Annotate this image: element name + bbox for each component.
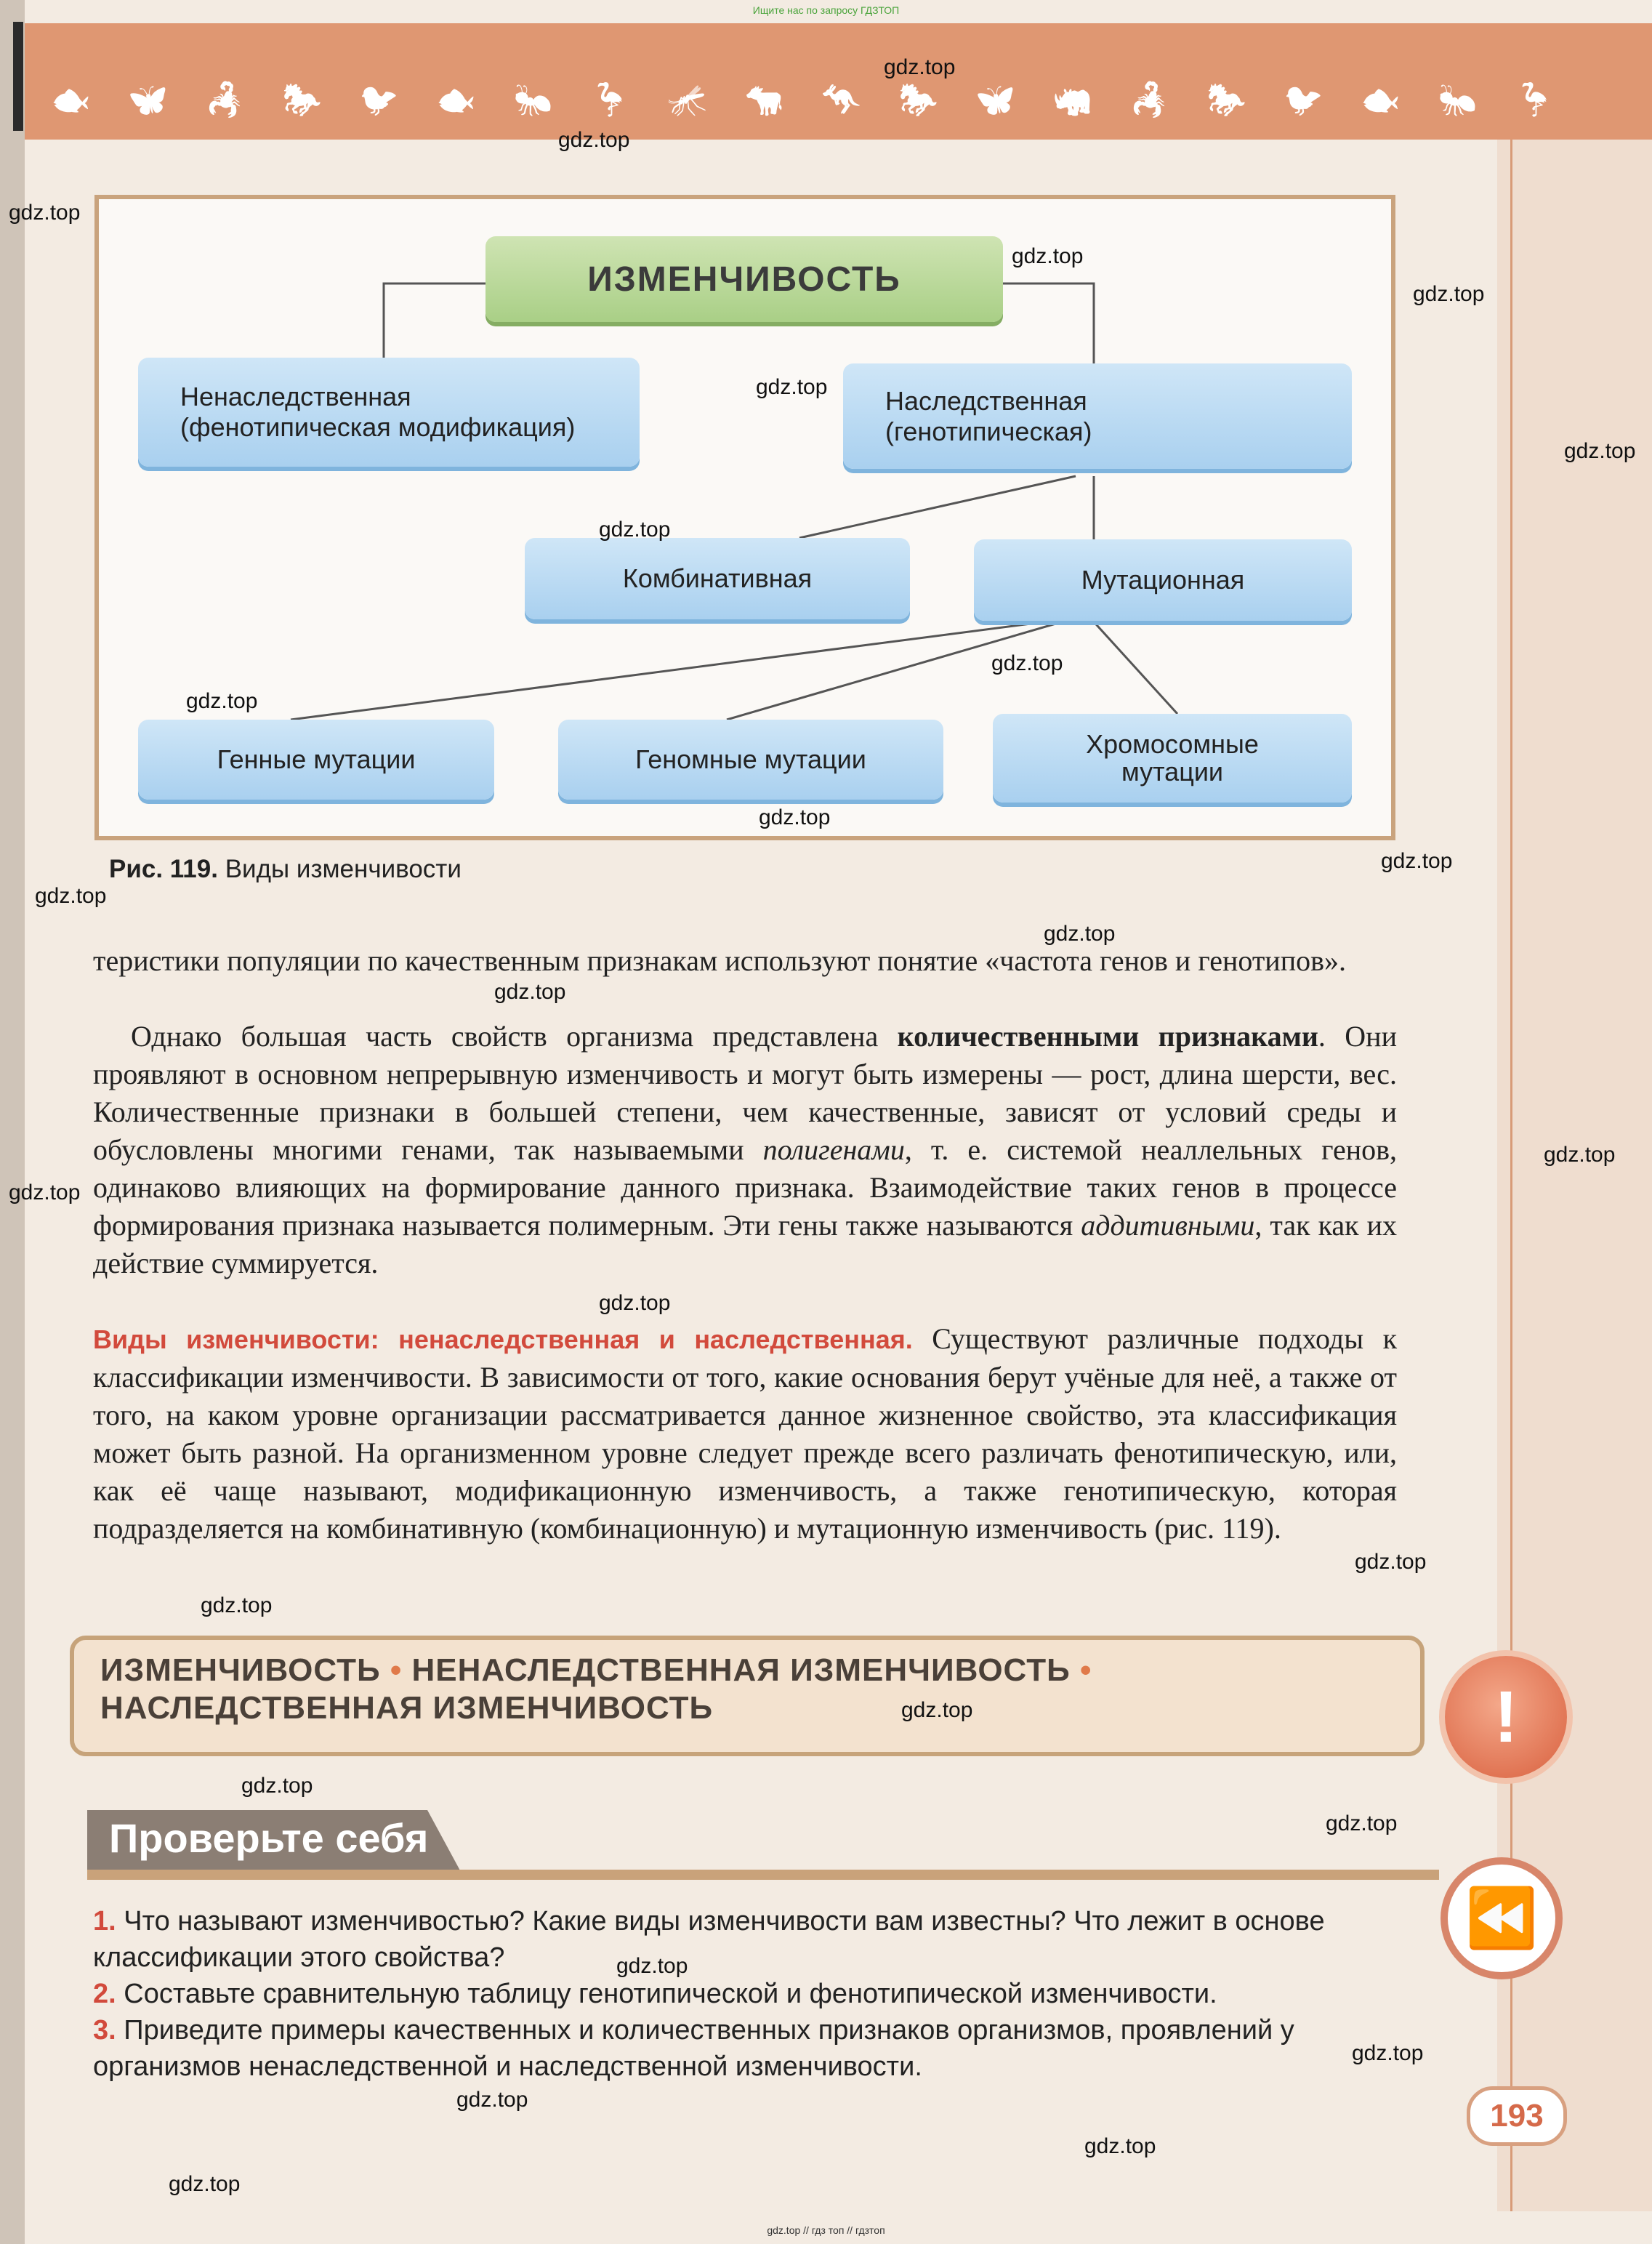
watermark: gdz.top bbox=[756, 375, 828, 399]
question-2: 2. Составьте сравнительную таблицу генотипической и фенотипической изменчивости. bbox=[93, 1979, 1217, 2009]
watermark: gdz.top bbox=[201, 1593, 273, 1617]
watermark: gdz.top bbox=[1044, 922, 1116, 946]
check-underline bbox=[87, 1870, 1439, 1880]
animal-silhouette-icon: 🦩 bbox=[1515, 81, 1555, 118]
watermark: gdz.top bbox=[558, 128, 630, 152]
animal-silhouette-icon: 🦂 bbox=[205, 81, 245, 118]
top-note: Ищите нас по запросу ГДЗТОП bbox=[752, 4, 900, 16]
animal-silhouette-icon: 🦂 bbox=[1129, 81, 1169, 118]
watermark: gdz.top bbox=[599, 1291, 671, 1315]
watermark: gdz.top bbox=[1352, 2041, 1424, 2065]
watermark: gdz.top bbox=[9, 1181, 81, 1205]
hereditary-box: Наследственная (генотипическая) bbox=[843, 363, 1352, 469]
paragraph-types: Виды изменчивости: ненаследственная и наследственная. Существуют различные подходы к классификации изменчивости. В зависимости от того, какие основания берут учёные для неё, а также от того, на каком уровне организации рассматривается данное жизненное свойство, эта классификация может быть разной. На организменном уровне следует прежде всего различать фенотипическую, или, как её чаще называют, модификационную изменчивость, а также генотипическую, которая подразделяется на комбинативную (комбинационную) и мутационную изменчивость (рис. 119). bbox=[93, 1322, 1397, 1545]
animal-silhouette-icon: 🦏 bbox=[1052, 81, 1092, 118]
combinative-box: Комбинативная bbox=[525, 538, 910, 619]
figure-title: Виды изменчивости bbox=[217, 855, 462, 883]
animal-silhouette-icon: 🦟 bbox=[667, 81, 707, 118]
animal-silhouette-icon: 🐦 bbox=[359, 81, 399, 118]
watermark: gdz.top bbox=[456, 2088, 528, 2112]
bottom-note: gdz.top // гдз топ // гдзтоп bbox=[767, 2224, 885, 2236]
question-1: 1. Что называют изменчивостью? Какие виды изменчивости вам известны? Что лежит в основе классификации этого свойства? bbox=[93, 1906, 1325, 1973]
animal-silhouette-icon: 🐎 bbox=[282, 81, 322, 118]
watermark: gdz.top bbox=[759, 805, 831, 829]
paragraph-continuation: теристики популяции по качественным признакам используют понятие «частота генов и генотипов». bbox=[93, 944, 1347, 977]
watermark: gdz.top bbox=[616, 1954, 688, 1978]
term-quantitative-traits: количественными признаками bbox=[897, 1020, 1318, 1053]
animal-silhouette-icon: 🐎 bbox=[898, 81, 938, 118]
figure-number: Рис. 119. bbox=[109, 855, 218, 883]
watermark: gdz.top bbox=[901, 1698, 973, 1722]
question-3: 3. Приведите примеры качественных и количественных признаков организмов, проявлений у организмов ненаследственной и наследственной изменчивости. bbox=[93, 2015, 1294, 2082]
animal-silhouette-icon: 🐎 bbox=[1206, 81, 1246, 118]
animal-silhouette-icon: 🐟 bbox=[51, 81, 91, 118]
watermark: gdz.top bbox=[9, 201, 81, 225]
watermark: gdz.top bbox=[1012, 244, 1084, 268]
variability-root-box: ИЗМЕНЧИВОСТЬ bbox=[485, 236, 1003, 322]
term-additive: аддитивными bbox=[1081, 1209, 1255, 1242]
nonhereditary-box: Ненаследственная (фенотипическая модификация) bbox=[138, 358, 640, 467]
watermark: gdz.top bbox=[1381, 849, 1453, 873]
watermark: gdz.top bbox=[1564, 439, 1636, 463]
term-polygenes: полигенами bbox=[762, 1133, 905, 1166]
animal-silhouette-icon: 🦩 bbox=[590, 81, 630, 118]
watermark: gdz.top bbox=[1084, 2134, 1156, 2158]
watermark: gdz.top bbox=[599, 518, 671, 542]
animal-silhouette-icon: 🐜 bbox=[513, 81, 553, 118]
watermark: gdz.top bbox=[494, 980, 566, 1004]
animal-silhouette-icon: 🐦 bbox=[1284, 81, 1323, 118]
animal-silhouette-icon: 🐄 bbox=[744, 81, 784, 118]
watermark: gdz.top bbox=[884, 55, 956, 79]
animal-silhouette-icon: 🐟 bbox=[1361, 81, 1401, 118]
exclamation-icon: ! bbox=[1445, 1656, 1567, 1778]
animal-silhouette-icon: 🦘 bbox=[821, 81, 861, 118]
watermark: gdz.top bbox=[1326, 1811, 1398, 1835]
watermark: gdz.top bbox=[991, 651, 1063, 675]
page-number: 193 bbox=[1467, 2086, 1567, 2146]
watermark: gdz.top bbox=[1544, 1143, 1616, 1167]
section-heading: Виды изменчивости: ненаследственная и наследственная. bbox=[93, 1324, 913, 1354]
watermark: gdz.top bbox=[1413, 282, 1485, 306]
paragraph-quantitative: Однако большая часть свойств организма представлена количественными признаками. Они проявляют в основном непрерывную изменчивость и могут быть измерены — рост, длина шерсти, вес. Количественные признаки в большей степени, чем качественные, зависят от условий среды и обусловлены многими генами, так называемыми полигенами, т. е. системой неаллельных генов, одинаково влияющих на формирование данного признака. Взаимодействие таких генов в процессе формирования признака называется полимерным. Эти гены также называются аддитивными, так как их действие суммируется. bbox=[93, 1020, 1398, 1279]
check-yourself-title: Проверьте себя bbox=[109, 1815, 429, 1861]
gene-mutations-box: Генные мутации bbox=[138, 720, 494, 800]
keywords-box: ИЗМЕНЧИВОСТЬ • НЕНАСЛЕДСТВЕННАЯ ИЗМЕНЧИВОСТЬ • НАСЛЕДСТВЕННАЯ ИЗМЕНЧИВОСТЬ bbox=[70, 1636, 1425, 1756]
watermark: gdz.top bbox=[1355, 1550, 1427, 1574]
watermark: gdz.top bbox=[169, 2172, 241, 2196]
mutational-box: Мутационная bbox=[974, 539, 1352, 621]
animal-silhouette-icon: 🦋 bbox=[128, 81, 168, 118]
watermark: gdz.top bbox=[35, 884, 107, 908]
animal-silhouette-icon: 🐜 bbox=[1438, 81, 1478, 118]
animal-silhouette-icon: 🦋 bbox=[975, 81, 1015, 118]
watermark: gdz.top bbox=[241, 1774, 313, 1798]
animal-silhouette-icon: 🐟 bbox=[436, 81, 476, 118]
chromosome-mutations-box: Хромосомные мутации bbox=[993, 714, 1352, 803]
watermark: gdz.top bbox=[186, 689, 258, 713]
figure-caption bbox=[109, 855, 462, 884]
genome-mutations-box: Геномные мутации bbox=[558, 720, 943, 800]
rewind-icon: ⏪ bbox=[1448, 1865, 1555, 1972]
